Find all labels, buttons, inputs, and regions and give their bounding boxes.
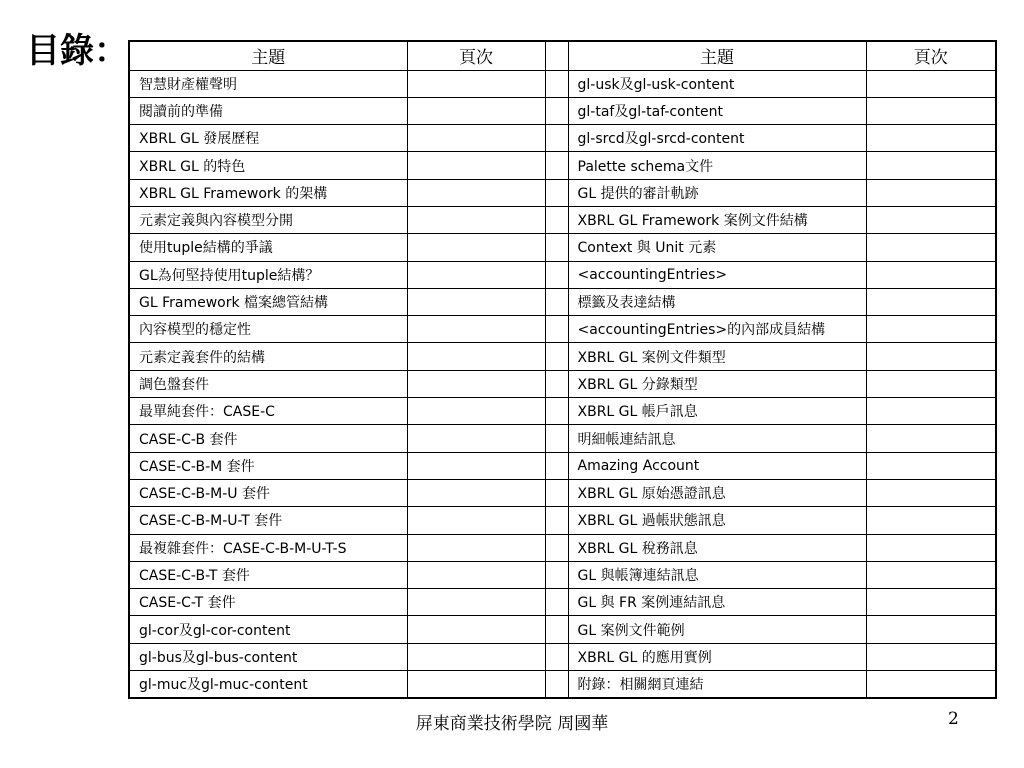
- page-cell-right: [866, 97, 996, 124]
- topic-cell-right: XBRL GL 的應用實例: [568, 643, 866, 670]
- table-row: [129, 534, 996, 561]
- table-row: [129, 206, 996, 233]
- topic-cell-right: GL 案例文件範例: [568, 616, 866, 643]
- topic-cell-left: CASE-C-B-M-U-T 套件: [129, 507, 407, 534]
- gap-cell: [545, 479, 568, 506]
- page-cell-left: [407, 671, 545, 698]
- page-cell-left: [407, 234, 545, 261]
- gap-cell: [545, 589, 568, 616]
- topic-cell-left: gl-cor及gl-cor-content: [129, 616, 407, 643]
- topic-cell-left: 內容模型的穩定性: [129, 316, 407, 343]
- page-cell-left: [407, 70, 545, 97]
- table-row: [129, 589, 996, 616]
- gap-cell: [545, 179, 568, 206]
- page-cell-left: [407, 425, 545, 452]
- topic-cell-left: gl-bus及gl-bus-content: [129, 643, 407, 670]
- topic-cell-left: 最單純套件：CASE-C: [129, 398, 407, 425]
- contents-table: [128, 40, 997, 699]
- gap-cell: [545, 452, 568, 479]
- header-page-right: 頁次: [866, 41, 996, 70]
- gap-cell: [545, 288, 568, 315]
- page-cell-right: [866, 589, 996, 616]
- page-cell-right: [866, 179, 996, 206]
- topic-cell-right: Palette schema文件: [568, 152, 866, 179]
- page-cell-right: [866, 452, 996, 479]
- gap-cell: [545, 70, 568, 97]
- gap-cell: [545, 261, 568, 288]
- topic-cell-right: gl-usk及gl-usk-content: [568, 70, 866, 97]
- page-cell-right: [866, 425, 996, 452]
- page-cell-left: [407, 97, 545, 124]
- table-row: [129, 479, 996, 506]
- page-cell-right: [866, 370, 996, 397]
- table-row: [129, 343, 996, 370]
- table-row: [129, 97, 996, 124]
- gap-cell: [545, 616, 568, 643]
- table-row: [129, 671, 996, 698]
- topic-cell-right: GL 與 FR 案例連結訊息: [568, 589, 866, 616]
- topic-cell-right: 明細帳連結訊息: [568, 425, 866, 452]
- gap-cell: [545, 561, 568, 588]
- table-row: [129, 70, 996, 97]
- topic-cell-left: GL為何堅持使用tuple結構？: [129, 261, 407, 288]
- page-cell-left: [407, 288, 545, 315]
- gap-cell: [545, 152, 568, 179]
- topic-cell-left: 元素定義套件的結構: [129, 343, 407, 370]
- topic-cell-right: <accountingEntries>的內部成員結構: [568, 316, 866, 343]
- topic-cell-left: 閱讀前的準備: [129, 97, 407, 124]
- table-row: [129, 125, 996, 152]
- table-row: [129, 316, 996, 343]
- gap-cell: [545, 97, 568, 124]
- table-row: [129, 452, 996, 479]
- table-row: [129, 616, 996, 643]
- topic-cell-right: XBRL GL 案例文件類型: [568, 343, 866, 370]
- page-cell-left: [407, 507, 545, 534]
- gap-cell: [545, 206, 568, 233]
- page-cell-left: [407, 179, 545, 206]
- page-cell-left: [407, 616, 545, 643]
- table-row: [129, 425, 996, 452]
- gap-cell: [545, 534, 568, 561]
- gap-cell: [545, 234, 568, 261]
- table-row: [129, 261, 996, 288]
- topic-cell-right: 標籤及表達結構: [568, 288, 866, 315]
- topic-cell-right: <accountingEntries>: [568, 261, 866, 288]
- page-cell-left: [407, 343, 545, 370]
- page-cell-left: [407, 206, 545, 233]
- gap-cell: [545, 643, 568, 670]
- page-cell-right: [866, 643, 996, 670]
- page-cell-right: [866, 616, 996, 643]
- table-row: [129, 288, 996, 315]
- footer-author: 屏東商業技術學院 周國華: [415, 714, 609, 734]
- topic-cell-right: XBRL GL 原始憑證訊息: [568, 479, 866, 506]
- topic-cell-right: XBRL GL 分錄類型: [568, 370, 866, 397]
- page-cell-left: [407, 452, 545, 479]
- topic-cell-left: CASE-C-B 套件: [129, 425, 407, 452]
- gap-cell: [545, 316, 568, 343]
- topic-cell-right: Amazing Account: [568, 452, 866, 479]
- topic-cell-right: XBRL GL Framework 案例文件結構: [568, 206, 866, 233]
- page-cell-left: [407, 479, 545, 506]
- page-cell-left: [407, 589, 545, 616]
- topic-cell-right: XBRL GL 過帳狀態訊息: [568, 507, 866, 534]
- topic-cell-right: gl-srcd及gl-srcd-content: [568, 125, 866, 152]
- topic-cell-left: CASE-C-B-M-U 套件: [129, 479, 407, 506]
- table-row: [129, 234, 996, 261]
- topic-cell-right: gl-taf及gl-taf-content: [568, 97, 866, 124]
- table-row: [129, 398, 996, 425]
- topic-cell-right: 附錄：相關網頁連結: [568, 671, 866, 698]
- topic-cell-left: gl-muc及gl-muc-content: [129, 671, 407, 698]
- page-cell-right: [866, 316, 996, 343]
- page-cell-right: [866, 288, 996, 315]
- topic-cell-right: GL 與帳簿連結訊息: [568, 561, 866, 588]
- table-header-row: [129, 41, 996, 70]
- page-cell-right: [866, 561, 996, 588]
- topic-cell-left: CASE-C-B-T 套件: [129, 561, 407, 588]
- header-topic-right: 主題: [568, 41, 866, 70]
- gap-cell: [545, 125, 568, 152]
- topic-cell-left: GL Framework 檔案總管結構: [129, 288, 407, 315]
- page-cell-left: [407, 370, 545, 397]
- page-cell-right: [866, 206, 996, 233]
- table-row: [129, 507, 996, 534]
- page-cell-right: [866, 70, 996, 97]
- table-row: [129, 643, 996, 670]
- table-row: [129, 152, 996, 179]
- topic-cell-left: 元素定義與內容模型分開: [129, 206, 407, 233]
- page-cell-right: [866, 479, 996, 506]
- table-row: [129, 561, 996, 588]
- header-gap: [545, 41, 568, 70]
- page-cell-right: [866, 152, 996, 179]
- page-number: 2: [948, 709, 959, 729]
- page-cell-right: [866, 234, 996, 261]
- topic-cell-left: 最複雜套件：CASE-C-B-M-U-T-S: [129, 534, 407, 561]
- gap-cell: [545, 671, 568, 698]
- page-cell-left: [407, 643, 545, 670]
- gap-cell: [545, 425, 568, 452]
- table-row: [129, 370, 996, 397]
- topic-cell-left: XBRL GL 的特色: [129, 152, 407, 179]
- page-cell-right: [866, 261, 996, 288]
- topic-cell-left: CASE-C-B-M 套件: [129, 452, 407, 479]
- page-cell-right: [866, 398, 996, 425]
- topic-cell-left: XBRL GL 發展歷程: [129, 125, 407, 152]
- topic-cell-right: XBRL GL 帳戶訊息: [568, 398, 866, 425]
- page-cell-left: [407, 316, 545, 343]
- topic-cell-left: XBRL GL Framework 的架構: [129, 179, 407, 206]
- page-cell-right: [866, 534, 996, 561]
- header-page-left: 頁次: [407, 41, 545, 70]
- topic-cell-left: 智慧財產權聲明: [129, 70, 407, 97]
- gap-cell: [545, 343, 568, 370]
- page-cell-left: [407, 398, 545, 425]
- topic-cell-right: GL 提供的審計軌跡: [568, 179, 866, 206]
- page-cell-right: [866, 343, 996, 370]
- topic-cell-left: 調色盤套件: [129, 370, 407, 397]
- topic-cell-left: CASE-C-T 套件: [129, 589, 407, 616]
- gap-cell: [545, 370, 568, 397]
- table-row: [129, 179, 996, 206]
- topic-cell-right: Context 與 Unit 元素: [568, 234, 866, 261]
- page-cell-right: [866, 125, 996, 152]
- gap-cell: [545, 507, 568, 534]
- topic-cell-left: 使用tuple結構的爭議: [129, 234, 407, 261]
- slide-title: 目錄：: [26, 31, 128, 71]
- page-cell-left: [407, 152, 545, 179]
- header-topic-left: 主題: [129, 41, 407, 70]
- page-cell-left: [407, 261, 545, 288]
- page-cell-right: [866, 671, 996, 698]
- gap-cell: [545, 398, 568, 425]
- page-cell-left: [407, 561, 545, 588]
- topic-cell-right: XBRL GL 稅務訊息: [568, 534, 866, 561]
- page-cell-left: [407, 534, 545, 561]
- page-cell-left: [407, 125, 545, 152]
- table-body: [129, 70, 996, 698]
- page-cell-right: [866, 507, 996, 534]
